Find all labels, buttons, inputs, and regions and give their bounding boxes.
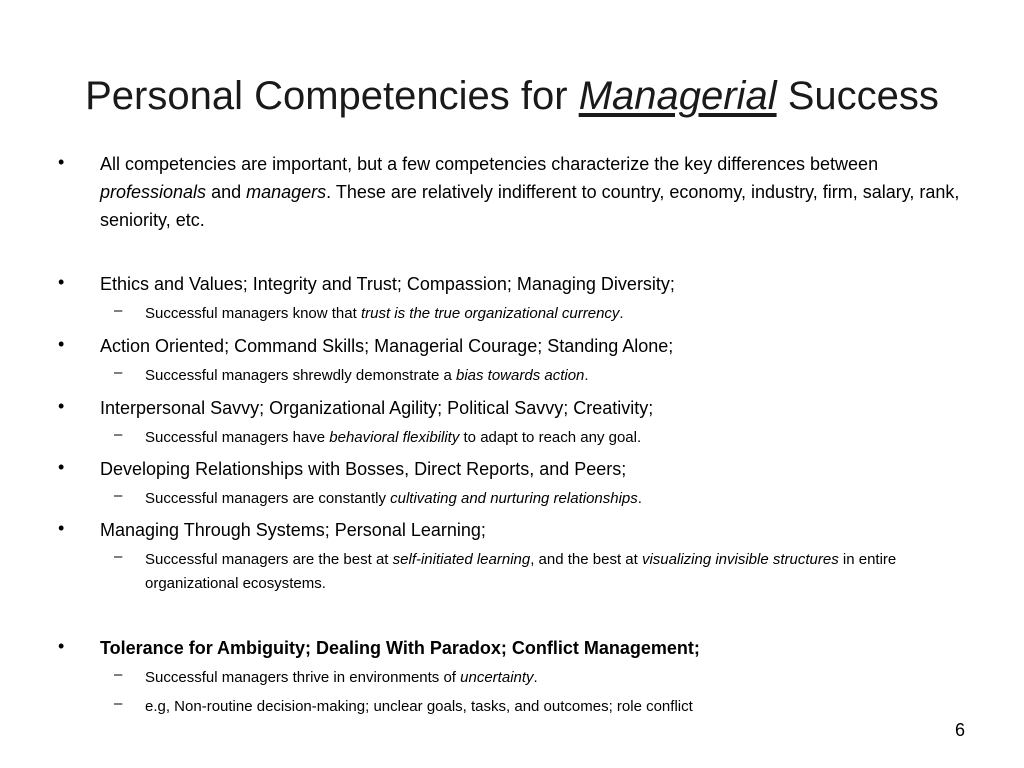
sub-bullet-text xyxy=(145,548,935,596)
sub-text-post: . xyxy=(584,367,589,384)
sub-text-pre: Successful managers are the best at xyxy=(145,551,393,568)
dash-icon: – xyxy=(114,302,123,319)
bullet-icon: • xyxy=(58,334,65,354)
sub-bullet-text xyxy=(145,302,935,326)
title-emphasis: Managerial xyxy=(578,74,777,118)
title-post: Success xyxy=(776,74,939,118)
sub-text-emph: behavioral flexibility xyxy=(329,429,460,446)
bullet-icon: • xyxy=(58,152,65,172)
sub-text-mid: , and the best at xyxy=(530,551,642,568)
sub-text-pre: Successful managers know that xyxy=(145,305,361,322)
bullet-icon: • xyxy=(58,396,65,416)
bullet-icon: • xyxy=(58,457,65,477)
dash-icon: – xyxy=(114,695,123,712)
sub-bullet-text xyxy=(145,666,935,690)
sub-text-emph: uncertainty xyxy=(460,669,534,686)
bullet-icon: • xyxy=(58,636,65,656)
bullet-label: Managing Through Systems; Personal Learning; xyxy=(100,520,486,540)
sub-text-post: . xyxy=(619,305,624,322)
bullet-label: Interpersonal Savvy; Organizational Agility; Political Savvy; Creativity; xyxy=(100,398,654,418)
bullet-label: Tolerance for Ambiguity; Dealing With Paradox; Conflict Management; xyxy=(100,638,700,658)
dash-icon: – xyxy=(114,666,123,683)
sub-bullet-text xyxy=(145,426,935,450)
dash-icon: – xyxy=(114,364,123,381)
intro-text-3: . These are relatively indifferent to country, economy, industry, firm, salary, rank, seniority, etc. xyxy=(100,182,960,230)
intro-emph-professionals: professionals xyxy=(100,182,207,202)
bullet-label: Developing Relationships with Bosses, Direct Reports, and Peers; xyxy=(100,459,627,479)
sub-text-post: to adapt to reach any goal. xyxy=(459,429,642,446)
dash-icon: – xyxy=(114,426,123,443)
sub-text-emph: trust is the true organizational currency xyxy=(360,305,620,322)
title-pre: Personal Competencies for xyxy=(85,74,579,118)
sub-bullet-text xyxy=(145,364,935,388)
page-number: 6 xyxy=(954,720,965,740)
sub-text-post: . xyxy=(637,490,642,507)
sub-bullet-text xyxy=(145,487,935,511)
dash-icon: – xyxy=(114,548,123,565)
sub-text-emph: self-initiated learning xyxy=(392,551,531,568)
sub-text-pre: Successful managers shrewdly demonstrate a xyxy=(145,367,456,384)
sub-text-pre: Successful managers thrive in environments of xyxy=(145,669,461,686)
sub-text-post: . xyxy=(533,669,538,686)
sub-text-emph: cultivating and nurturing relationships xyxy=(390,490,638,507)
sub-text-emph: bias towards action xyxy=(455,367,585,384)
sub-text-pre: Successful managers are constantly xyxy=(145,490,391,507)
sub-bullet-text xyxy=(145,695,935,719)
dash-icon: – xyxy=(114,487,123,504)
intro-emph-managers: managers xyxy=(246,182,327,202)
intro-text-2: and xyxy=(206,182,247,202)
sub-text-post: in entire organizational ecosystems. xyxy=(145,551,897,592)
intro-text-1: All competencies are important, but a few competencies characterize the key differences between xyxy=(100,154,879,174)
sub-text-emph-2: visualizing invisible structures xyxy=(641,551,839,568)
bullet-label: Action Oriented; Command Skills; Managerial Courage; Standing Alone; xyxy=(100,336,674,356)
intro-text xyxy=(100,150,960,234)
sub-text-pre: e.g, Non-routine decision-making; unclear goals, tasks, and outcomes; role conflict xyxy=(145,698,693,715)
slide-title xyxy=(0,68,1024,124)
bullet-icon: • xyxy=(58,272,65,292)
bullet-label: Ethics and Values; Integrity and Trust; Compassion; Managing Diversity; xyxy=(100,274,675,294)
bullet-icon: • xyxy=(58,518,65,538)
sub-text-pre: Successful managers have xyxy=(145,429,330,446)
